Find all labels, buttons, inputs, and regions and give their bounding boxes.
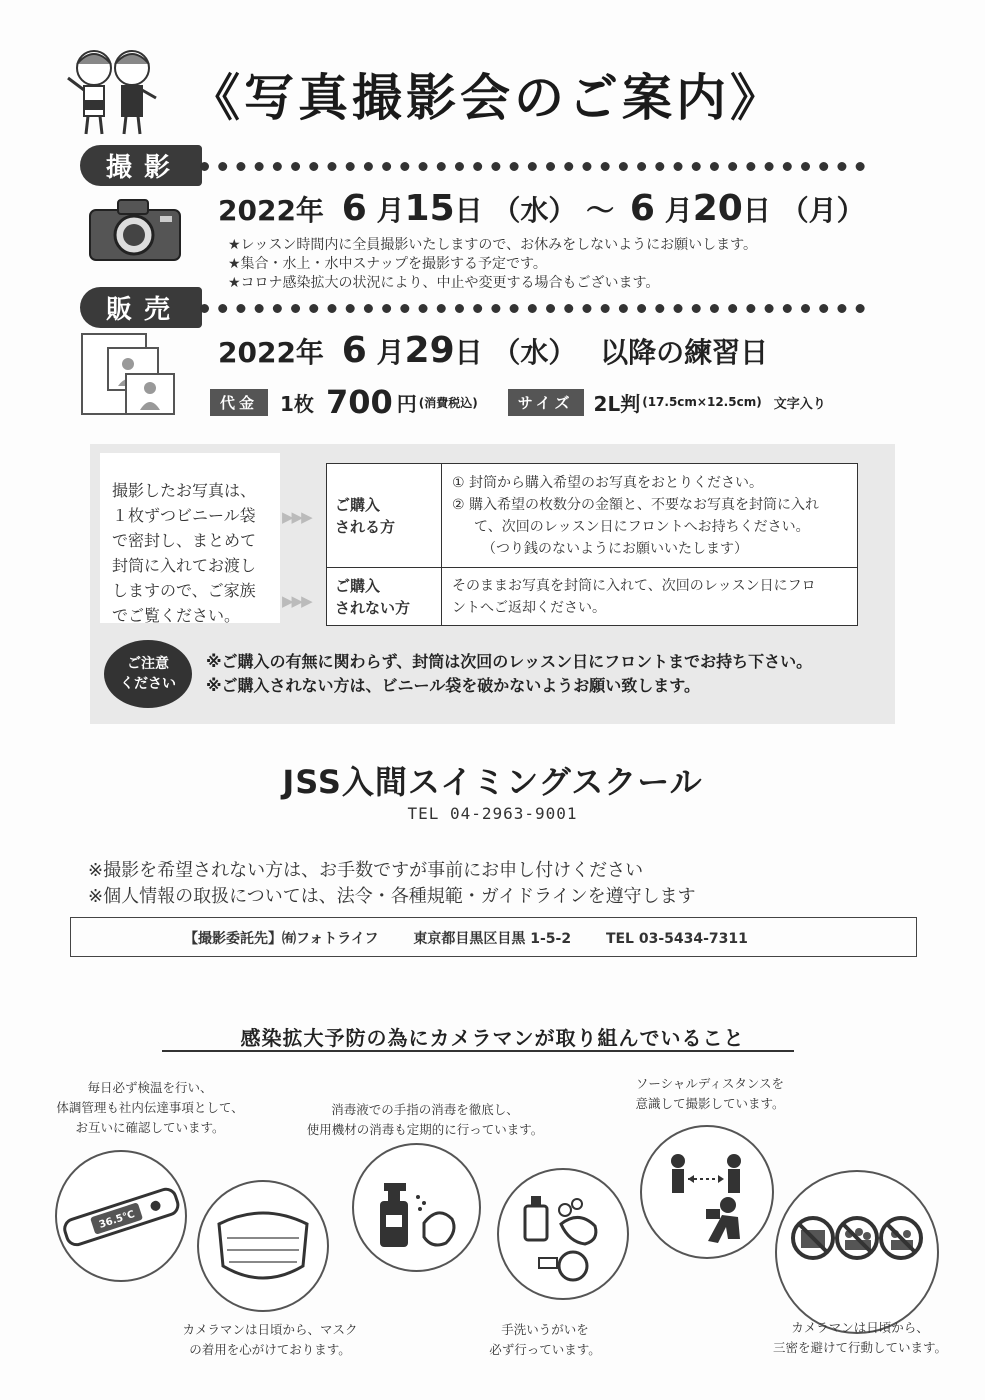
row-content: そのままお写真を封筒に入れて、次回のレッスン日にフロ ントへご返却ください。 [442, 568, 858, 626]
page-title: 《写真撮影会のご案内》 [190, 69, 784, 127]
row-head: ご購入 される方 [327, 464, 442, 568]
svg-text:36.5℃: 36.5℃ [97, 1209, 137, 1231]
mask-icon [197, 1180, 329, 1312]
caption-disinfect: 消毒液での手指の消毒を徹底し、 使用機材の消毒も定期的に行っています。 [306, 1102, 544, 1137]
purchase-table [326, 463, 858, 626]
price-qty: 1枚 [280, 391, 314, 416]
photo-section-header [80, 145, 202, 186]
prevention-underline [162, 1050, 794, 1052]
size-tag: サイズ [508, 389, 584, 416]
price-unit: 円 [396, 391, 417, 416]
caution-lines: ※ご購入の有無に関わらず、封筒は次回のレッスン日にフロントまでお持ち下さい。 ※ご購入されない方は、ビニール袋を破かないようお願い致します。 [206, 652, 813, 695]
sales-section-divider [200, 304, 865, 313]
handwashing-icon [497, 1168, 629, 1300]
photo-section-divider [200, 162, 865, 171]
photo-note: ★集合・水上・水中スナップを撮影する予定です。 [228, 256, 547, 272]
photo-note: ★レッスン時間内に全員撮影いたしますので、お休みをしないようにお願いします。 [228, 237, 758, 253]
caption-three-c: カメラマンは日頃から、 三密を避けて行動しています。 [772, 1320, 947, 1355]
price-value: 700 [325, 383, 393, 421]
info-left-text: 撮影したお写真は、 １枚ずつビニール袋 で密封し、まとめて 封筒に入れてお渡し しますので、ご家族 でご覧ください。 [112, 481, 257, 625]
row-head: ご購入 されない方 [327, 568, 442, 626]
size-text: 文字入り [773, 396, 826, 412]
photo-date-range: 2022年 6 月15日 （水） ～ 6 月20日 （月） [218, 188, 865, 229]
photo-note: ★コロナ感染拡大の状況により、中止や変更する場合もございます。 [228, 275, 660, 291]
sales-date: 2022年 6 月29日 （水） 以降の練習日 [218, 330, 769, 371]
consignee-line: 【撮影委託先】㈲フォトライフ 東京都目黒区目黒 1-5-2 TEL 03-5434-7311 [184, 931, 748, 947]
table-row [327, 568, 858, 626]
photo-section-label: 撮影 [80, 145, 202, 186]
camera-icon [88, 198, 183, 266]
prevention-heading: 感染拡大予防の為にカメラマンが取り組んでいること [240, 1026, 745, 1050]
row-content: ① 封筒から購入希望のお写真をおとりください。 ② 購入希望の枚数分の金額と、不要なお写真を封筒に入れ て、次回のレッスン日にフロントへお持ちください。 （つり銭のないようにお願いいたします） [442, 464, 858, 568]
caution-badge: ご注意 ください [104, 640, 192, 708]
school-tel: TEL 04-2963-9001 [407, 804, 578, 823]
photo-prints-icon [80, 330, 180, 424]
caption-temperature: 毎日必ず検温を行い、 体調管理も社内伝達事項として、 お互いに確認しています。 [56, 1080, 244, 1135]
avoid-three-cs-icon [775, 1170, 939, 1334]
price-note: (消費税込) [418, 395, 478, 410]
caption-wash: 手洗いうがいを 必ず行っています。 [489, 1322, 601, 1357]
caption-mask: カメラマンは日頃から、マスク の着用を心がけております。 [182, 1322, 358, 1357]
thermometer-icon [55, 1150, 187, 1282]
size-note: (17.5cm×12.5cm) [642, 395, 762, 409]
school-name: JSS入間スイミングスクール [282, 763, 703, 801]
social-distance-icon [640, 1125, 774, 1259]
sales-section-header [80, 287, 202, 328]
price-tag: 代金 [210, 389, 268, 416]
remarks: ※撮影を希望されない方は、お手数ですが事前にお申し付けください ※個人情報の取扱については、法令・各種規範・ガイドラインを遵守します [88, 860, 696, 907]
caption-distance: ソーシャルディスタンスを 意識して撮影しています。 [635, 1076, 785, 1111]
hand-sanitizer-icon [352, 1143, 481, 1272]
kids-mascot-illustration [62, 38, 162, 138]
arrow-icon: ▶▶▶ [282, 592, 311, 610]
photo-notes [228, 236, 757, 293]
arrow-icon: ▶▶▶ [282, 508, 311, 526]
price-row [210, 383, 826, 421]
table-row [327, 464, 858, 568]
sales-section-label: 販売 [80, 287, 202, 328]
size-value: 2L判 [593, 391, 641, 416]
